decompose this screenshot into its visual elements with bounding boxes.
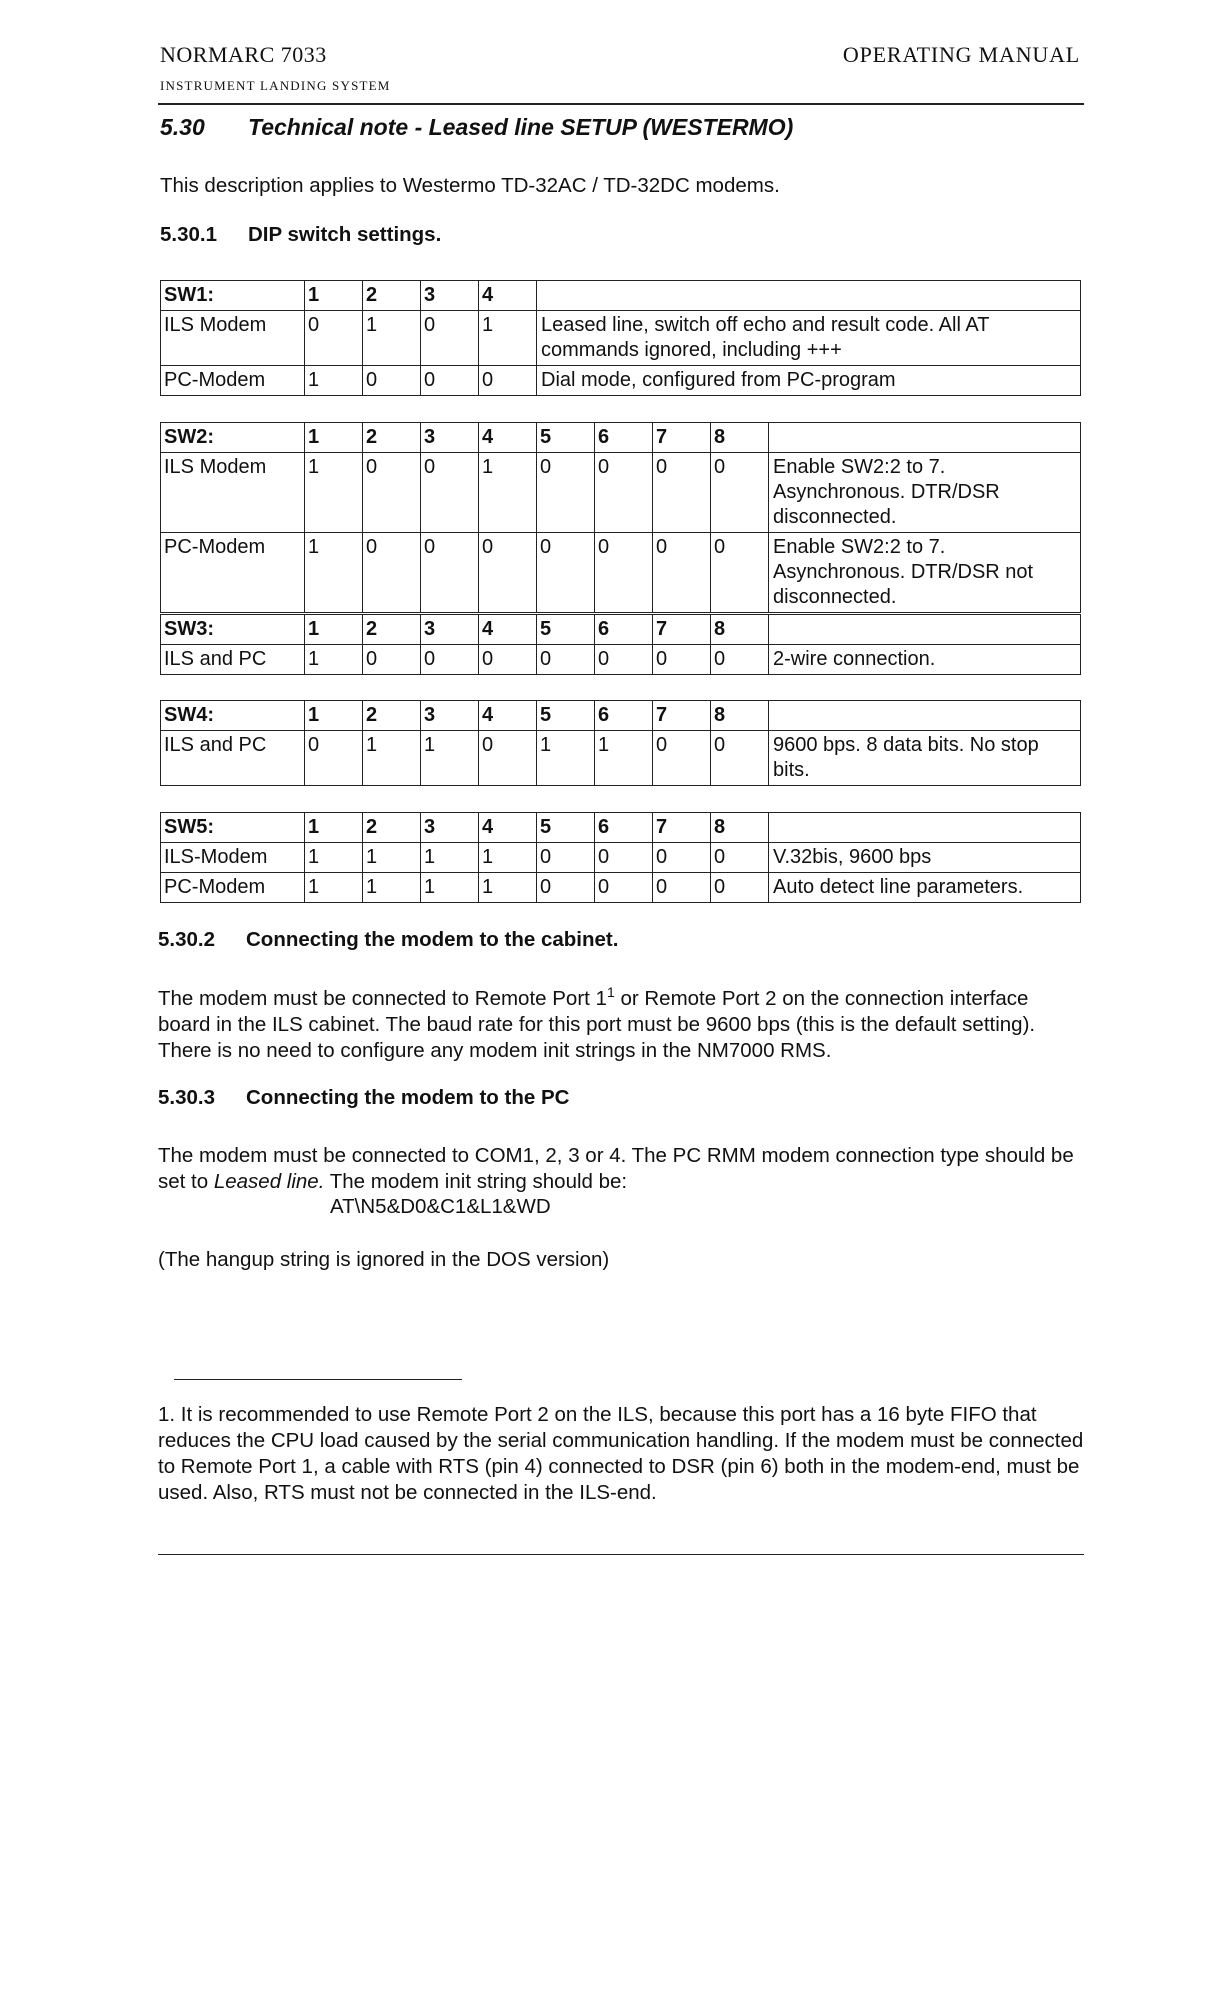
table-cell: 0	[537, 453, 595, 533]
table-cell: 7	[653, 615, 711, 645]
footnote-divider	[174, 1379, 462, 1380]
table-cell: 0	[479, 366, 537, 396]
sw1-table	[160, 280, 1081, 396]
table-cell: 5	[537, 423, 595, 453]
init-string: AT\N5&D0&C1&L1&WD	[330, 1195, 551, 1218]
table-row	[161, 843, 1081, 873]
table-cell: 0	[421, 533, 479, 613]
table-cell: 1	[305, 533, 363, 613]
header-doc-type: OPERATING MANUAL	[842, 42, 1080, 67]
table-cell: 4	[479, 813, 537, 843]
header-product: NORMARC 7033	[160, 42, 327, 67]
table-cell: 6	[595, 701, 653, 731]
table-cell: 9600 bps. 8 data bits. No stop bits.	[769, 731, 1081, 786]
subsection-title: Connecting the modem to the PC	[246, 1086, 570, 1109]
table-cell: 0	[537, 533, 595, 613]
table-cell: SW4:	[161, 701, 305, 731]
table-row	[161, 873, 1081, 903]
table-cell	[769, 423, 1081, 453]
table-cell: 2	[363, 281, 421, 311]
table-cell: 0	[711, 873, 769, 903]
table-cell: 0	[421, 366, 479, 396]
table-cell: 1	[421, 731, 479, 786]
table-cell: 0	[595, 453, 653, 533]
table-cell: 3	[421, 281, 479, 311]
table-cell: SW1:	[161, 281, 305, 311]
table-cell: 5	[537, 813, 595, 843]
table-cell: 2	[363, 701, 421, 731]
table-cell: 0	[595, 843, 653, 873]
table-cell: 1	[305, 813, 363, 843]
table-cell: 2	[363, 813, 421, 843]
table-cell: 4	[479, 615, 537, 645]
intro-paragraph: This description applies to Westermo TD-32AC / TD-32DC modems.	[160, 174, 780, 197]
table-cell: 2-wire connection.	[769, 645, 1081, 675]
table-cell: 5	[537, 615, 595, 645]
subsection-number: 5.30.2	[158, 928, 215, 951]
table-cell: 1	[363, 311, 421, 366]
table-cell: Auto detect line parameters.	[769, 873, 1081, 903]
subsection-heading-cabinet	[158, 928, 618, 952]
table-cell: Enable SW2:2 to 7. Asynchronous. DTR/DSR disconnected.	[769, 453, 1081, 533]
table-cell: 0	[537, 873, 595, 903]
table-cell: 3	[421, 615, 479, 645]
footnote-reference: 1	[606, 984, 615, 1001]
table-cell: 3	[421, 423, 479, 453]
table-cell: 0	[711, 533, 769, 613]
table-header-row	[161, 615, 1081, 645]
table-cell: 6	[595, 423, 653, 453]
table-cell: 0	[537, 645, 595, 675]
hangup-note: (The hangup string is ignored in the DOS version)	[158, 1248, 610, 1271]
table-cell: 1	[363, 731, 421, 786]
sw4-table	[160, 700, 1081, 786]
table-row	[161, 453, 1081, 533]
table-cell: 5	[537, 701, 595, 731]
subsection-title: DIP switch settings.	[248, 223, 442, 246]
table-cell: 0	[653, 533, 711, 613]
table-cell: 0	[479, 533, 537, 613]
table-cell: 1	[595, 731, 653, 786]
table-cell: 0	[653, 645, 711, 675]
header-subtitle: INSTRUMENT LANDING SYSTEM	[160, 78, 391, 93]
table-cell: 1	[305, 453, 363, 533]
table-cell: 1	[305, 423, 363, 453]
table-cell: PC-Modem	[161, 366, 305, 396]
table-cell: 4	[479, 281, 537, 311]
table-cell	[769, 813, 1081, 843]
table-cell: 1	[305, 366, 363, 396]
table-cell: 8	[711, 423, 769, 453]
table-cell: 0	[363, 645, 421, 675]
paragraph-italic-text: Leased line.	[213, 1170, 325, 1193]
table-row	[161, 731, 1081, 786]
table-cell: 1	[305, 843, 363, 873]
table-cell	[769, 701, 1081, 731]
table-cell: ILS Modem	[161, 311, 305, 366]
table-cell: 0	[363, 533, 421, 613]
page-header	[158, 40, 1084, 100]
paragraph-text: The modem init string should be:	[324, 1170, 628, 1193]
table-cell: 1	[305, 701, 363, 731]
table-row	[161, 533, 1081, 613]
table-header-row	[161, 423, 1081, 453]
table-cell: Dial mode, configured from PC-program	[537, 366, 1081, 396]
table-cell: 2	[363, 615, 421, 645]
subsection-number: 5.30.1	[160, 223, 217, 246]
table-cell: 0	[653, 843, 711, 873]
sw2-table	[160, 422, 1081, 613]
table-cell: 0	[595, 533, 653, 613]
subsection-title: Connecting the modem to the cabinet.	[246, 928, 619, 951]
table-cell: 1	[421, 873, 479, 903]
table-cell: 3	[421, 813, 479, 843]
table-cell: 0	[363, 366, 421, 396]
table-cell: 1	[305, 645, 363, 675]
cabinet-paragraph	[158, 986, 1082, 1064]
paragraph-text: The modem must be connected to COM1, 2, 3 or 4. The PC RMM modem connection type should be set to	[158, 1144, 1074, 1193]
section-title: Technical note - Leased line SETUP (WESTERMO)	[248, 114, 794, 140]
table-cell: 0	[653, 873, 711, 903]
table-cell: 0	[305, 311, 363, 366]
table-cell: 1	[305, 615, 363, 645]
table-cell	[769, 615, 1081, 645]
table-cell: SW5:	[161, 813, 305, 843]
table-cell: SW3:	[161, 615, 305, 645]
section-heading	[160, 114, 793, 141]
table-cell: 0	[711, 453, 769, 533]
table-cell: 1	[363, 843, 421, 873]
table-cell: 1	[305, 281, 363, 311]
table-cell: Enable SW2:2 to 7. Asynchronous. DTR/DSR not disconnected.	[769, 533, 1081, 613]
table-cell: 1	[537, 731, 595, 786]
table-cell: 6	[595, 615, 653, 645]
table-cell: 8	[711, 701, 769, 731]
table-cell: 1	[479, 843, 537, 873]
subsection-number: 5.30.3	[158, 1086, 215, 1109]
sw3-table	[160, 614, 1081, 675]
table-cell: Leased line, switch off echo and result code. All AT commands ignored, including +++	[537, 311, 1081, 366]
paragraph-text: The modem must be connected to Remote Port 1	[158, 987, 607, 1010]
table-cell: ILS and PC	[161, 645, 305, 675]
table-cell: 1	[421, 843, 479, 873]
section-number: 5.30	[160, 114, 205, 140]
table-cell: SW2:	[161, 423, 305, 453]
footer-divider	[158, 1554, 1084, 1555]
pc-paragraph	[158, 1143, 1078, 1195]
table-cell: 0	[711, 645, 769, 675]
table-cell: 0	[711, 843, 769, 873]
manual-page	[158, 40, 1084, 1504]
sw5-table	[160, 812, 1081, 903]
table-cell: 0	[421, 645, 479, 675]
table-cell: 1	[479, 873, 537, 903]
table-cell: ILS Modem	[161, 453, 305, 533]
table-header-row	[161, 701, 1081, 731]
table-cell: 0	[479, 645, 537, 675]
table-cell: 1	[305, 873, 363, 903]
table-cell: 1	[363, 873, 421, 903]
table-cell: 0	[537, 843, 595, 873]
table-header-row	[161, 281, 1081, 311]
paragraph-text: or Remote Port 2 on the connection interface board in the ILS cabinet. The baud rate for this port must be 9600 bps (this is the default setting). There is no need to configure any modem init strings in the NM7000 RMS.	[158, 987, 1036, 1062]
table-cell: 4	[479, 701, 537, 731]
table-cell: ILS and PC	[161, 731, 305, 786]
table-cell: PC-Modem	[161, 533, 305, 613]
footnote-text: 1. It is recommended to use Remote Port 2 on the ILS, because this port has a 16 byte FIFO that reduces the CPU load caused by the serial communication handling. If the modem must be connected to Remote Port 1, a cable with RTS (pin 4) connected to DSR (pin 6) both in the modem-end, must be used. Also, RTS must not be connected in the ILS-end.	[158, 1403, 1084, 1504]
table-cell: 0	[421, 311, 479, 366]
table-cell: 0	[711, 731, 769, 786]
table-cell: 3	[421, 701, 479, 731]
table-cell: 0	[363, 453, 421, 533]
header-divider	[158, 103, 1084, 105]
table-cell: 1	[479, 311, 537, 366]
table-cell: PC-Modem	[161, 873, 305, 903]
table-cell: 0	[421, 453, 479, 533]
table-row	[161, 311, 1081, 366]
table-cell: 0	[305, 731, 363, 786]
table-cell: 8	[711, 615, 769, 645]
table-cell	[537, 281, 1081, 311]
table-cell: 2	[363, 423, 421, 453]
table-row	[161, 645, 1081, 675]
table-cell: ILS-Modem	[161, 843, 305, 873]
subsection-heading-pc	[158, 1086, 569, 1110]
table-header-row	[161, 813, 1081, 843]
table-cell: 7	[653, 813, 711, 843]
table-cell: 0	[653, 731, 711, 786]
table-cell: 4	[479, 423, 537, 453]
table-cell: 8	[711, 813, 769, 843]
table-cell: 1	[479, 453, 537, 533]
table-cell: 7	[653, 423, 711, 453]
table-cell: V.32bis, 9600 bps	[769, 843, 1081, 873]
table-row	[161, 366, 1081, 396]
table-cell: 0	[653, 453, 711, 533]
table-cell: 7	[653, 701, 711, 731]
table-cell: 0	[479, 731, 537, 786]
table-cell: 0	[595, 873, 653, 903]
subsection-heading-dip	[160, 223, 441, 247]
table-cell: 6	[595, 813, 653, 843]
table-cell: 0	[595, 645, 653, 675]
